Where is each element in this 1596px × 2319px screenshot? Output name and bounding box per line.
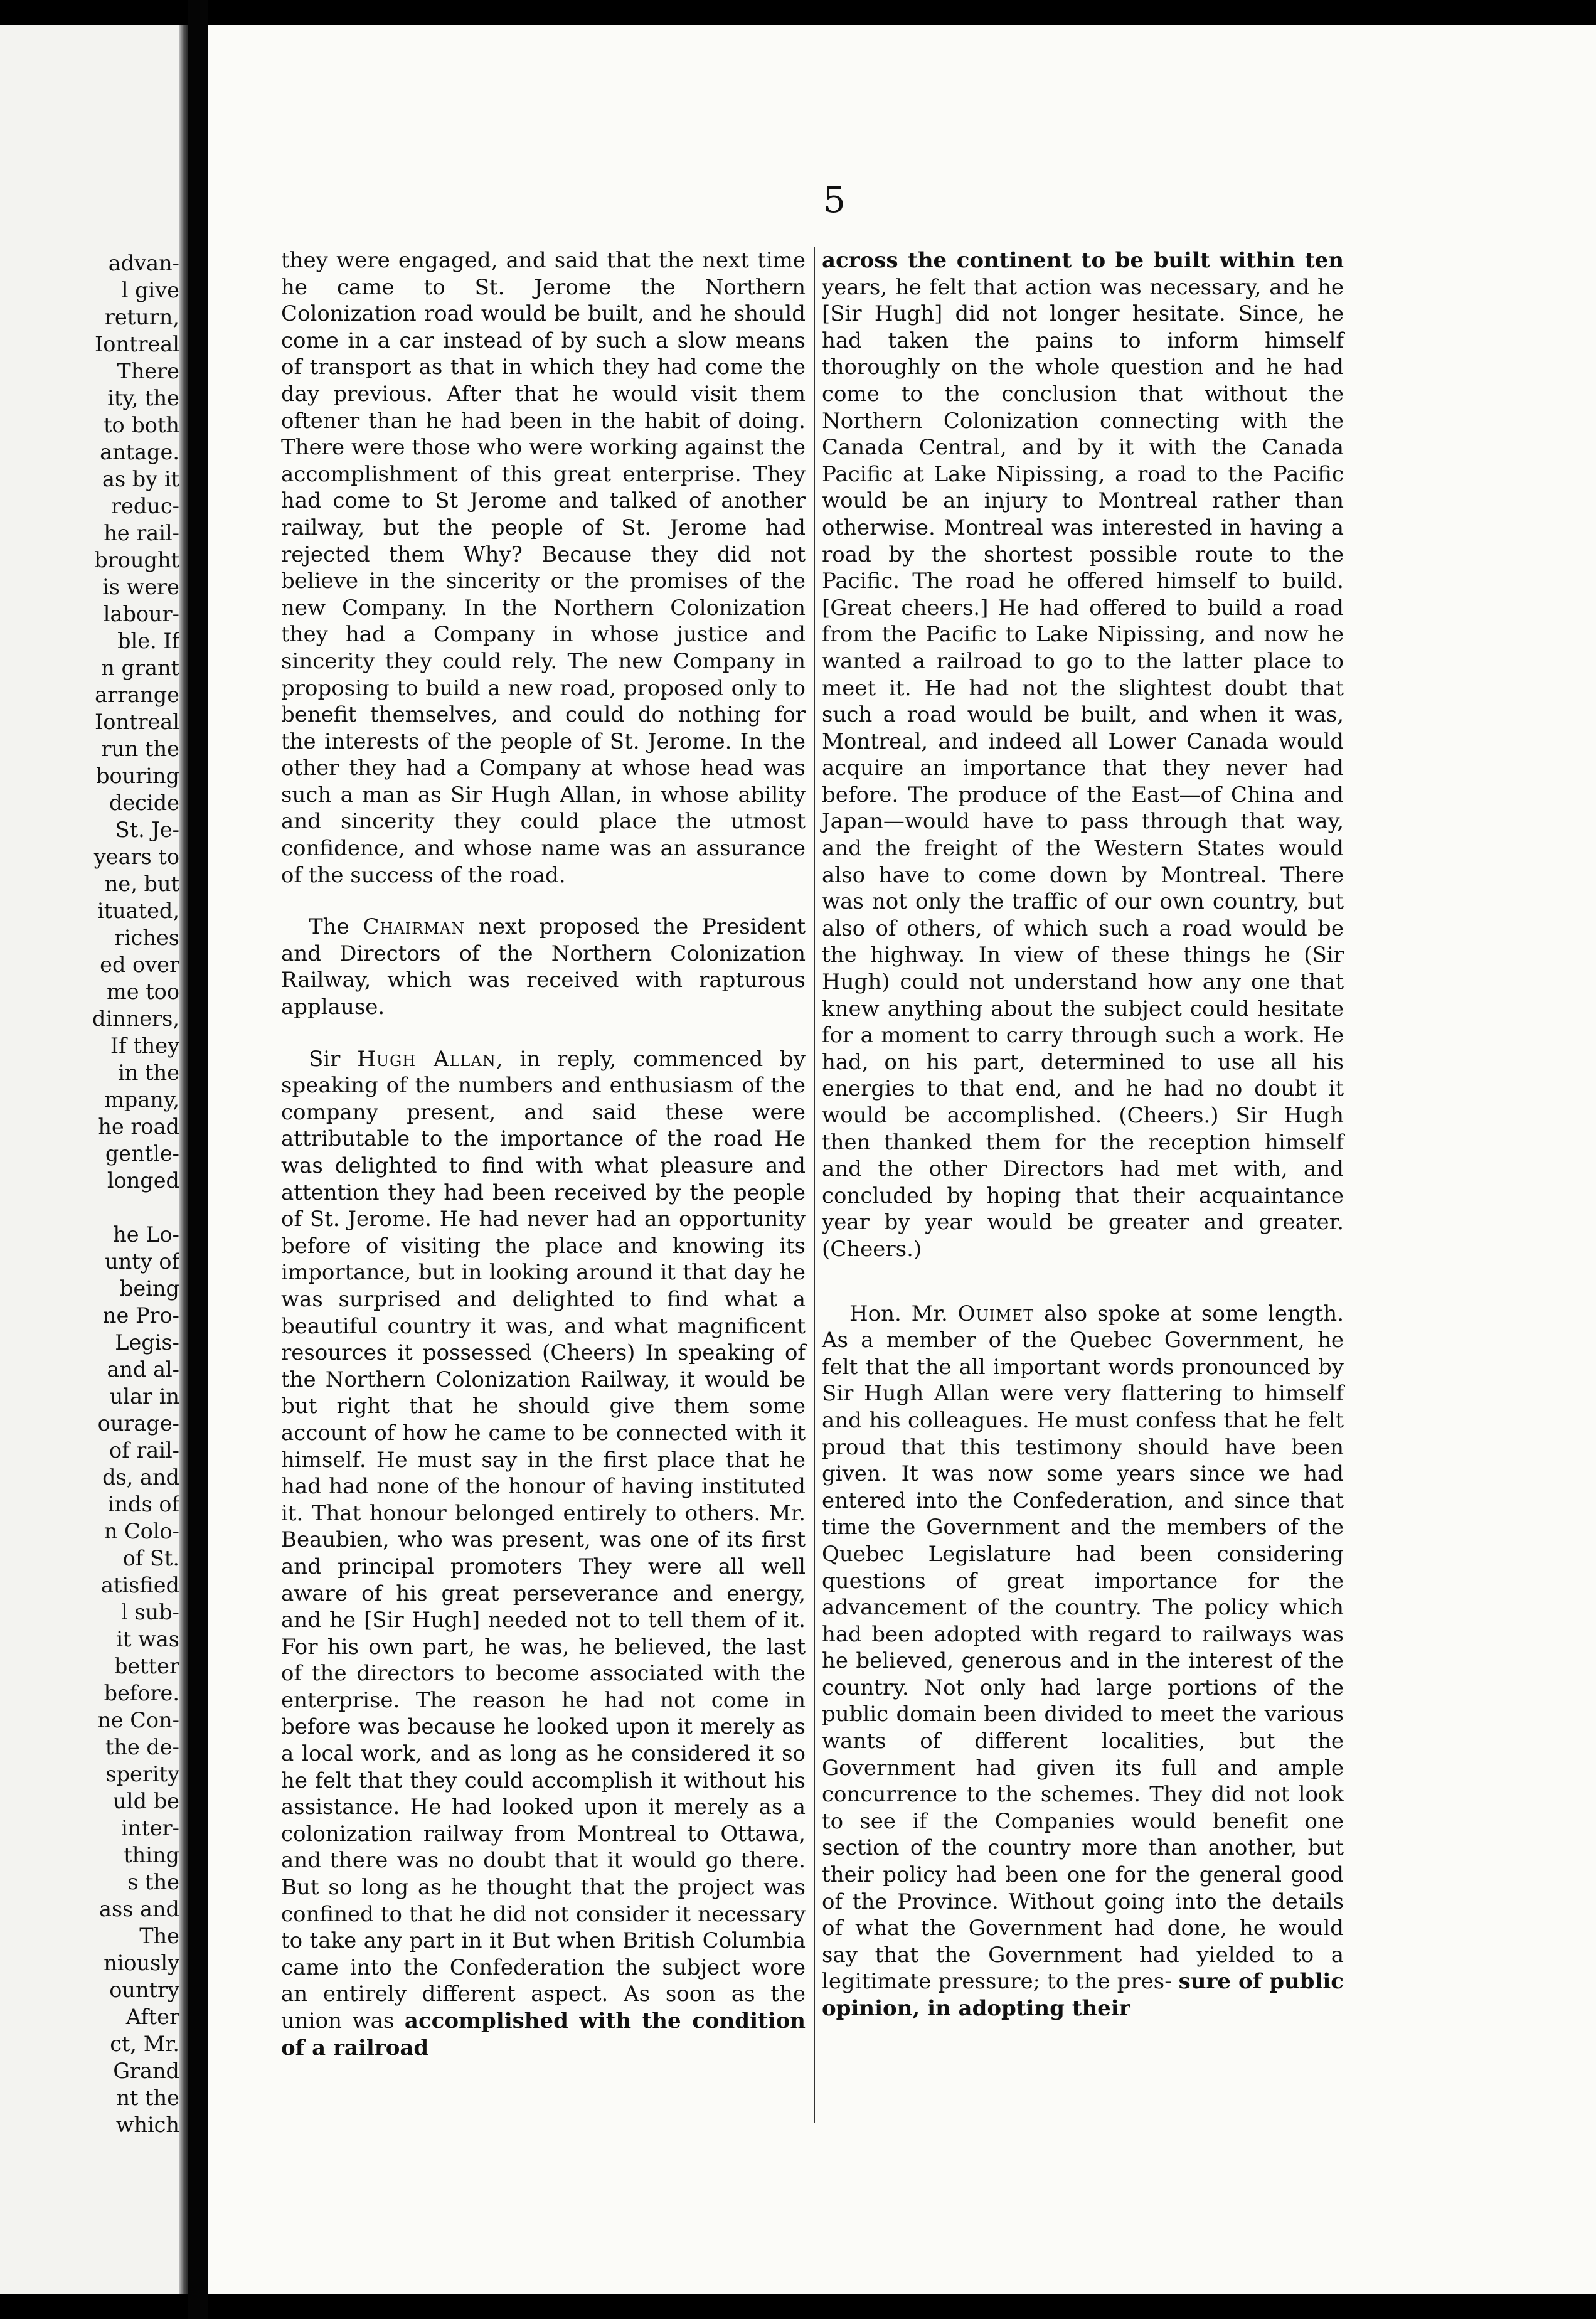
facing-page-line: ble. If xyxy=(117,629,179,653)
facing-page-line: ourage- xyxy=(97,1411,179,1436)
facing-page-line: ass and xyxy=(99,1897,179,1921)
paragraph-text: next proposed the President and Directors of the Northern Colonization Railway, which was received with rapturous applause. xyxy=(281,914,806,1020)
facing-page-line: being xyxy=(119,1276,179,1301)
facing-page-line: better xyxy=(114,1654,179,1678)
page-number: 5 xyxy=(823,180,846,221)
facing-page-line: riches xyxy=(114,925,179,950)
paragraph-text-bold: across the continent to be built within ten xyxy=(822,248,1344,273)
speaker-name: Hugh Allan xyxy=(357,1046,496,1072)
facing-page-line: of rail- xyxy=(109,1438,179,1463)
paragraph-sir-hugh-allan-continued xyxy=(822,247,1344,1263)
facing-page-line: is were xyxy=(102,575,179,599)
facing-page-line: labour- xyxy=(103,602,179,626)
text-column-right xyxy=(822,247,1344,2022)
facing-page-line: gentle- xyxy=(105,1141,179,1166)
facing-page-line: niously xyxy=(104,1951,179,1975)
facing-page-line: ountry xyxy=(109,1978,179,2002)
paragraph-lead: Hon. Mr. xyxy=(849,1301,948,1326)
paragraph-ouimet-speech xyxy=(822,1301,1344,2022)
facing-page-line: which xyxy=(115,2113,179,2137)
facing-page-line: bouring xyxy=(96,764,179,788)
facing-page-line: in the xyxy=(118,1060,179,1085)
facing-page-line: After xyxy=(125,2005,179,2029)
text-column-left xyxy=(281,247,806,2061)
facing-page-line: thing xyxy=(124,1843,179,1867)
facing-page-line: arrange xyxy=(95,683,179,707)
paragraph-sir-hugh-allan-reply xyxy=(281,1046,806,2062)
facing-page-line: inter- xyxy=(121,1816,179,1840)
facing-page-line: ds, and xyxy=(102,1465,179,1490)
facing-page-line: sperity xyxy=(105,1762,179,1786)
facing-page-line: If they xyxy=(110,1033,179,1058)
paragraph-text-bold: sure of public opinion, in adopting their xyxy=(822,1969,1344,2021)
paragraph-text: years, he felt that action was necessary, and he [Sir Hugh] did not longer hesitate. Since, he had taken the pains to inform himself thoroughly on the whole question and he had come to the conclusion that without the Northern Colonization connecting with the Canada Central, and by it with the Canada Pacific at Lake Nipissing, a road to the Pacific would be an injury to Montreal rather than otherwise. Montreal was interested in having a road by the shortest possible route to the Pacific. The road he offered himself to build. [Great cheers.] He had offered to build a road from the Pacific to Lake Nipissing, and now he wanted a railroad to go to the latter place to meet it. He had not the slightest doubt that such a road would be built, and when it was, Montreal, and indeed all Lower Canada would acquire an importance that they never had before. The produce of the East—of China and Japan—would have to pass through that way, and the freight of the Western States would also have to come down by Montreal. There was not only the traffic of our own country, but also of others, of which such a road would be the highway. In view of these things he (Sir Hugh) could not understand how any one that knew anything about the subject could hesitate for a moment to carry through such a work. He had, on his part, determined to use all his energies to that end, and he had no doubt it would be accomplished. (Cheers.) Sir Hugh then thanked them for the reception himself and the other Directors had met with, and concluded by hoping that their acquaintance year by year would be greater and greater. (Cheers.) xyxy=(822,274,1344,1262)
facing-page-line: inds of xyxy=(107,1492,179,1517)
facing-page-line: St. Je- xyxy=(115,818,179,842)
paragraph-text-bold: accomplished with the condition of a railroad xyxy=(281,2008,806,2060)
facing-page-line: ed over xyxy=(100,952,179,977)
facing-page-line: he road xyxy=(98,1114,179,1139)
facing-page-line: s the xyxy=(127,1870,179,1894)
facing-page-line: nt the xyxy=(116,2086,179,2110)
facing-page-line: Legis- xyxy=(115,1330,179,1355)
facing-page-line: he rail- xyxy=(104,521,179,545)
facing-page-line: run the xyxy=(101,737,179,761)
facing-page-line xyxy=(16,1194,179,1221)
facing-page-line: atisfied xyxy=(101,1573,179,1597)
facing-page-line: as by it xyxy=(102,467,179,491)
facing-page-line: ct, Mr. xyxy=(110,2032,179,2056)
speaker-name: Chairman xyxy=(363,914,466,940)
facing-page-line: antage. xyxy=(100,440,179,464)
paragraph-lead: Sir xyxy=(309,1046,341,1072)
facing-page-line: the de- xyxy=(105,1735,179,1759)
facing-page-line: brought xyxy=(94,548,179,572)
facing-page-line: before. xyxy=(104,1681,179,1705)
facing-page-line: decide xyxy=(109,791,179,815)
paragraph-text: they were engaged, and said that the next time he came to St. Jerome the Northern Colonization road would be built, and he should come in a car instead of by such a slow means of transport as that in which they had come the day previous. After that he would visit them oftener than he had been in the habit of doing. There were those who were working against the accomplishment of this great enterprise. They had come to St Jerome and talked of another railway, but the people of St. Jerome had rejected them Why? Because they did not believe in the sincerity or the promises of the new Company. In the Northern Colonization they had a Company in whose justice and sincerity they could rely. The new Company in proposing to build a new road, proposed only to benefit themselves, and could do nothing for the interests of the people of St. Jerome. In the other they had a Company at whose head was such a man as Sir Hugh Allan, in whose ability and sincerity they could place the utmost confidence, and whose name was an assurance of the success of the road. xyxy=(281,248,806,888)
facing-page-line: Iontreal xyxy=(95,332,179,356)
facing-page-text-fragments xyxy=(16,250,179,2138)
facing-page-line: ituated, xyxy=(97,898,179,923)
facing-page-line: of St. xyxy=(122,1546,179,1570)
facing-page-line: The xyxy=(139,1924,179,1948)
facing-page-line: to both xyxy=(104,413,179,437)
paragraph-text: , in reply, commenced by speaking of the numbers and enthusiasm of the company present, and said these were attributable to the importance of the road He was delighted to find with what pleasure and attention they had been received by the people of St. Jerome. He had never had an opportunity before of visiting the place and knowing its importance, but in looking around it that day he was surprised and delighted to find what a beautiful country it was, and what magnificent resources it possessed (Cheers) In speaking of the Northern Colonization Railway, it would be but right that he should give them some account of how he came to be connected with it himself. He must say in the first place that he had had none of the honour of having instituted it. That honour belonged entirely to others. Mr. Beaubien, who was present, was one of its first and principal promoters They were all well aware of his great perseverance and energy, and he [Sir Hugh] needed not to tell them of it. For his own part, he was, he believed, the last of the directors to become associated with the enterprise. The reason he had not come in before was because he looked upon it merely as a local work, and as long as he considered it so he felt that they could accomplish it without his assistance. He had looked upon it merely as a colonization railway from Montreal to Ottawa, and there was no doubt that it would go there. But so long as he thought that the project was confined to that he did not consider it necessary to take any part in it But when British Columbia came into the Confederation the subject wore an entirely different aspect. As soon as the union was xyxy=(281,1046,806,2034)
facing-page-line: advan- xyxy=(108,251,179,275)
book-gutter xyxy=(188,0,208,2319)
facing-page-line: ne, but xyxy=(104,872,179,896)
facing-page-line: dinners, xyxy=(92,1006,179,1031)
facing-page-line: Grand xyxy=(113,2059,179,2083)
facing-page xyxy=(0,25,188,2294)
facing-page-line: uld be xyxy=(113,1789,179,1813)
facing-page-line: me too xyxy=(106,979,179,1004)
facing-page-line: l sub- xyxy=(121,1600,179,1624)
paragraph-text: also spoke at some length. As a member of the Quebec Government, he felt that the all important words pronounced by Sir Hugh Allan were very flattering to himself and his colleagues. He must confess that he felt proud that this testimony should have been given. It was now some years since we had entered into the Confederation, and since that time the Government and the members of the Quebec Legislature had been considering questions of great importance for the advancement of the country. The policy which had been adopted with regard to railways was he believed, generous and in the interest of the country. Not only had large portions of the public domain been divided to meet the various wants of different localities, but the Government had given its full and ample concurrence to the schemes. They did not look to see if the Companies would benefit one section of the country more than another, but their policy had been one for the general good of the Province. Without going into the details of what the Government had done, he would say that the Government had yielded to a legitimate pressure; to the pres- xyxy=(822,1301,1344,1995)
facing-page-line: it was xyxy=(116,1627,179,1651)
column-rule xyxy=(814,247,815,2123)
facing-page-line: l give xyxy=(121,278,179,302)
facing-page-line: ular in xyxy=(109,1384,179,1409)
facing-page-line: ity, the xyxy=(107,386,179,410)
facing-page-line: he Lo- xyxy=(113,1222,179,1247)
paragraph-lead: The xyxy=(309,914,349,940)
facing-page-line: ne Pro- xyxy=(102,1303,179,1328)
facing-page-line: ne Con- xyxy=(97,1708,179,1732)
paragraph-speech-conclusion xyxy=(281,247,806,888)
page xyxy=(208,25,1596,2294)
speaker-name: Ouimet xyxy=(957,1301,1035,1326)
facing-page-line: years to xyxy=(93,845,179,869)
facing-page-line: n Colo- xyxy=(104,1519,179,1543)
facing-page-line: and al- xyxy=(107,1357,179,1382)
facing-page-line: mpany, xyxy=(104,1087,179,1112)
facing-page-line: n grant xyxy=(101,656,179,680)
facing-page-line: There xyxy=(117,359,179,383)
facing-page-line: longed xyxy=(107,1168,179,1193)
facing-page-line: unty of xyxy=(105,1249,179,1274)
facing-page-line: Iontreal xyxy=(95,710,179,734)
paragraph-chairman-toast xyxy=(281,914,806,1020)
facing-page-line: reduc- xyxy=(111,494,179,518)
page-fold-shadow xyxy=(179,25,188,2294)
facing-page-line: return, xyxy=(104,305,179,329)
